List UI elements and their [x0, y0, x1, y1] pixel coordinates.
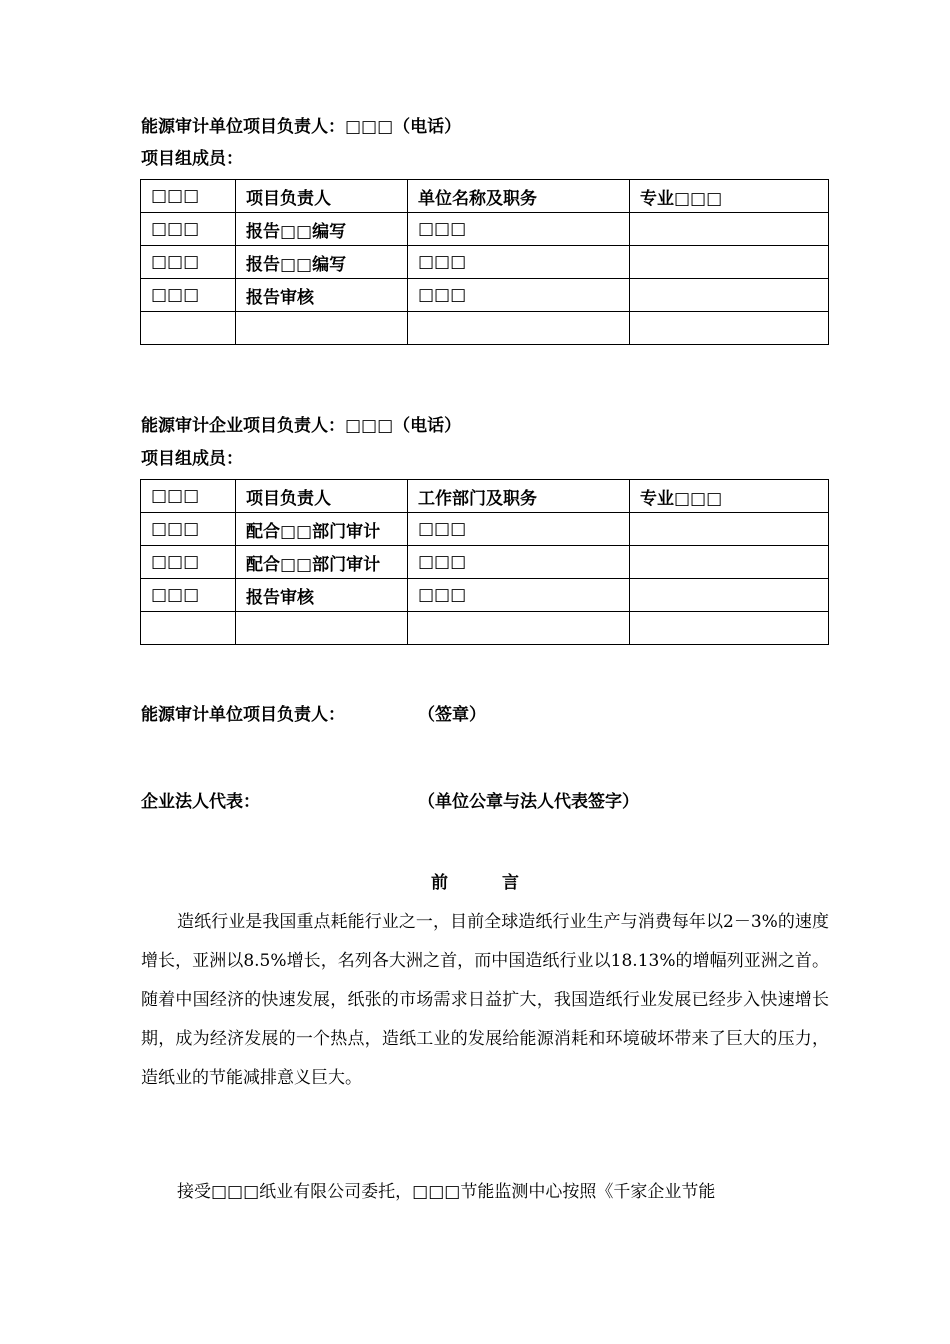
table-cell	[630, 546, 829, 579]
table-cell: □□□	[408, 246, 630, 279]
table-row	[141, 246, 829, 279]
table-cell	[630, 513, 829, 546]
table-row	[141, 213, 829, 246]
header-cell: □□□	[141, 480, 236, 513]
table-cell	[630, 312, 829, 345]
table-row	[141, 513, 829, 546]
members-label: 项目组成员：	[141, 149, 243, 169]
unit-leader-signature-note: （签章）	[418, 705, 486, 725]
table-cell: □□□	[141, 546, 236, 579]
legal-rep-signature-note: （单位公章与法人代表签字）	[418, 792, 639, 812]
table-cell	[141, 312, 236, 345]
table-cell: 配合□□部门审计	[236, 546, 408, 579]
header-cell: 工作部门及职务	[408, 480, 630, 513]
header-cell: 专业□□□	[630, 480, 829, 513]
audit-unit-members-table	[140, 179, 829, 345]
table-cell	[630, 279, 829, 312]
table-cell	[141, 612, 236, 645]
table-cell	[630, 579, 829, 612]
header-cell: 项目负责人	[236, 480, 408, 513]
table-row	[141, 612, 829, 645]
members-label: 项目组成员：	[141, 449, 243, 469]
table-row	[141, 579, 829, 612]
table-cell: □□□	[408, 579, 630, 612]
table-cell	[630, 612, 829, 645]
table-cell	[630, 213, 829, 246]
table-row	[141, 312, 829, 345]
table-cell	[408, 312, 630, 345]
table-cell: 配合□□部门审计	[236, 513, 408, 546]
audit-enterprise-leader-line: 能源审计企业项目负责人：□□□（电话）	[141, 416, 462, 436]
table-cell: 报告审核	[236, 579, 408, 612]
table-row	[141, 546, 829, 579]
preface-paragraph: 接受□□□纸业有限公司委托，□□□节能监测中心按照《千家企业节能	[177, 1182, 716, 1202]
table-cell	[236, 612, 408, 645]
table-header-row	[141, 180, 829, 213]
header-cell: 项目负责人	[236, 180, 408, 213]
header-cell: □□□	[141, 180, 236, 213]
table-cell: □□□	[408, 279, 630, 312]
preface-paragraph: 造纸行业是我国重点耗能行业之一，目前全球造纸行业生产与消费每年以2－3%的速度增长，亚洲以8.5%增长，名列各大洲之首，而中国造纸行业以18.13%的增幅列亚洲之首。随着中国经济的快速发展，纸张的市场需求日益扩大，我国造纸行业发展已经步入快速增长期，成为经济发展的一个热点，造纸工业的发展给能源消耗和环境破坏带来了巨大的压力，造纸业的节能减排意义巨大。	[141, 912, 829, 1088]
table-cell: 报告□□编写	[236, 246, 408, 279]
table-cell: □□□	[408, 546, 630, 579]
table-cell: □□□	[141, 579, 236, 612]
table-cell: 报告审核	[236, 279, 408, 312]
table-cell: □□□	[141, 246, 236, 279]
table-cell: □□□	[141, 213, 236, 246]
table-cell	[236, 312, 408, 345]
table-cell: □□□	[141, 513, 236, 546]
legal-rep-signature-label: 企业法人代表：	[141, 792, 260, 812]
table-cell: □□□	[408, 513, 630, 546]
header-cell: 单位名称及职务	[408, 180, 630, 213]
header-cell: 专业□□□	[630, 180, 829, 213]
table-row	[141, 279, 829, 312]
table-cell	[630, 246, 829, 279]
table-cell: 报告□□编写	[236, 213, 408, 246]
preface-title: 前言	[431, 873, 573, 893]
audit-unit-leader-line: 能源审计单位项目负责人：□□□（电话）	[141, 117, 462, 137]
unit-leader-signature-label: 能源审计单位项目负责人：	[141, 705, 345, 725]
audit-enterprise-members-table	[140, 479, 829, 645]
table-cell	[408, 612, 630, 645]
table-header-row	[141, 480, 829, 513]
table-cell: □□□	[408, 213, 630, 246]
table-cell: □□□	[141, 279, 236, 312]
